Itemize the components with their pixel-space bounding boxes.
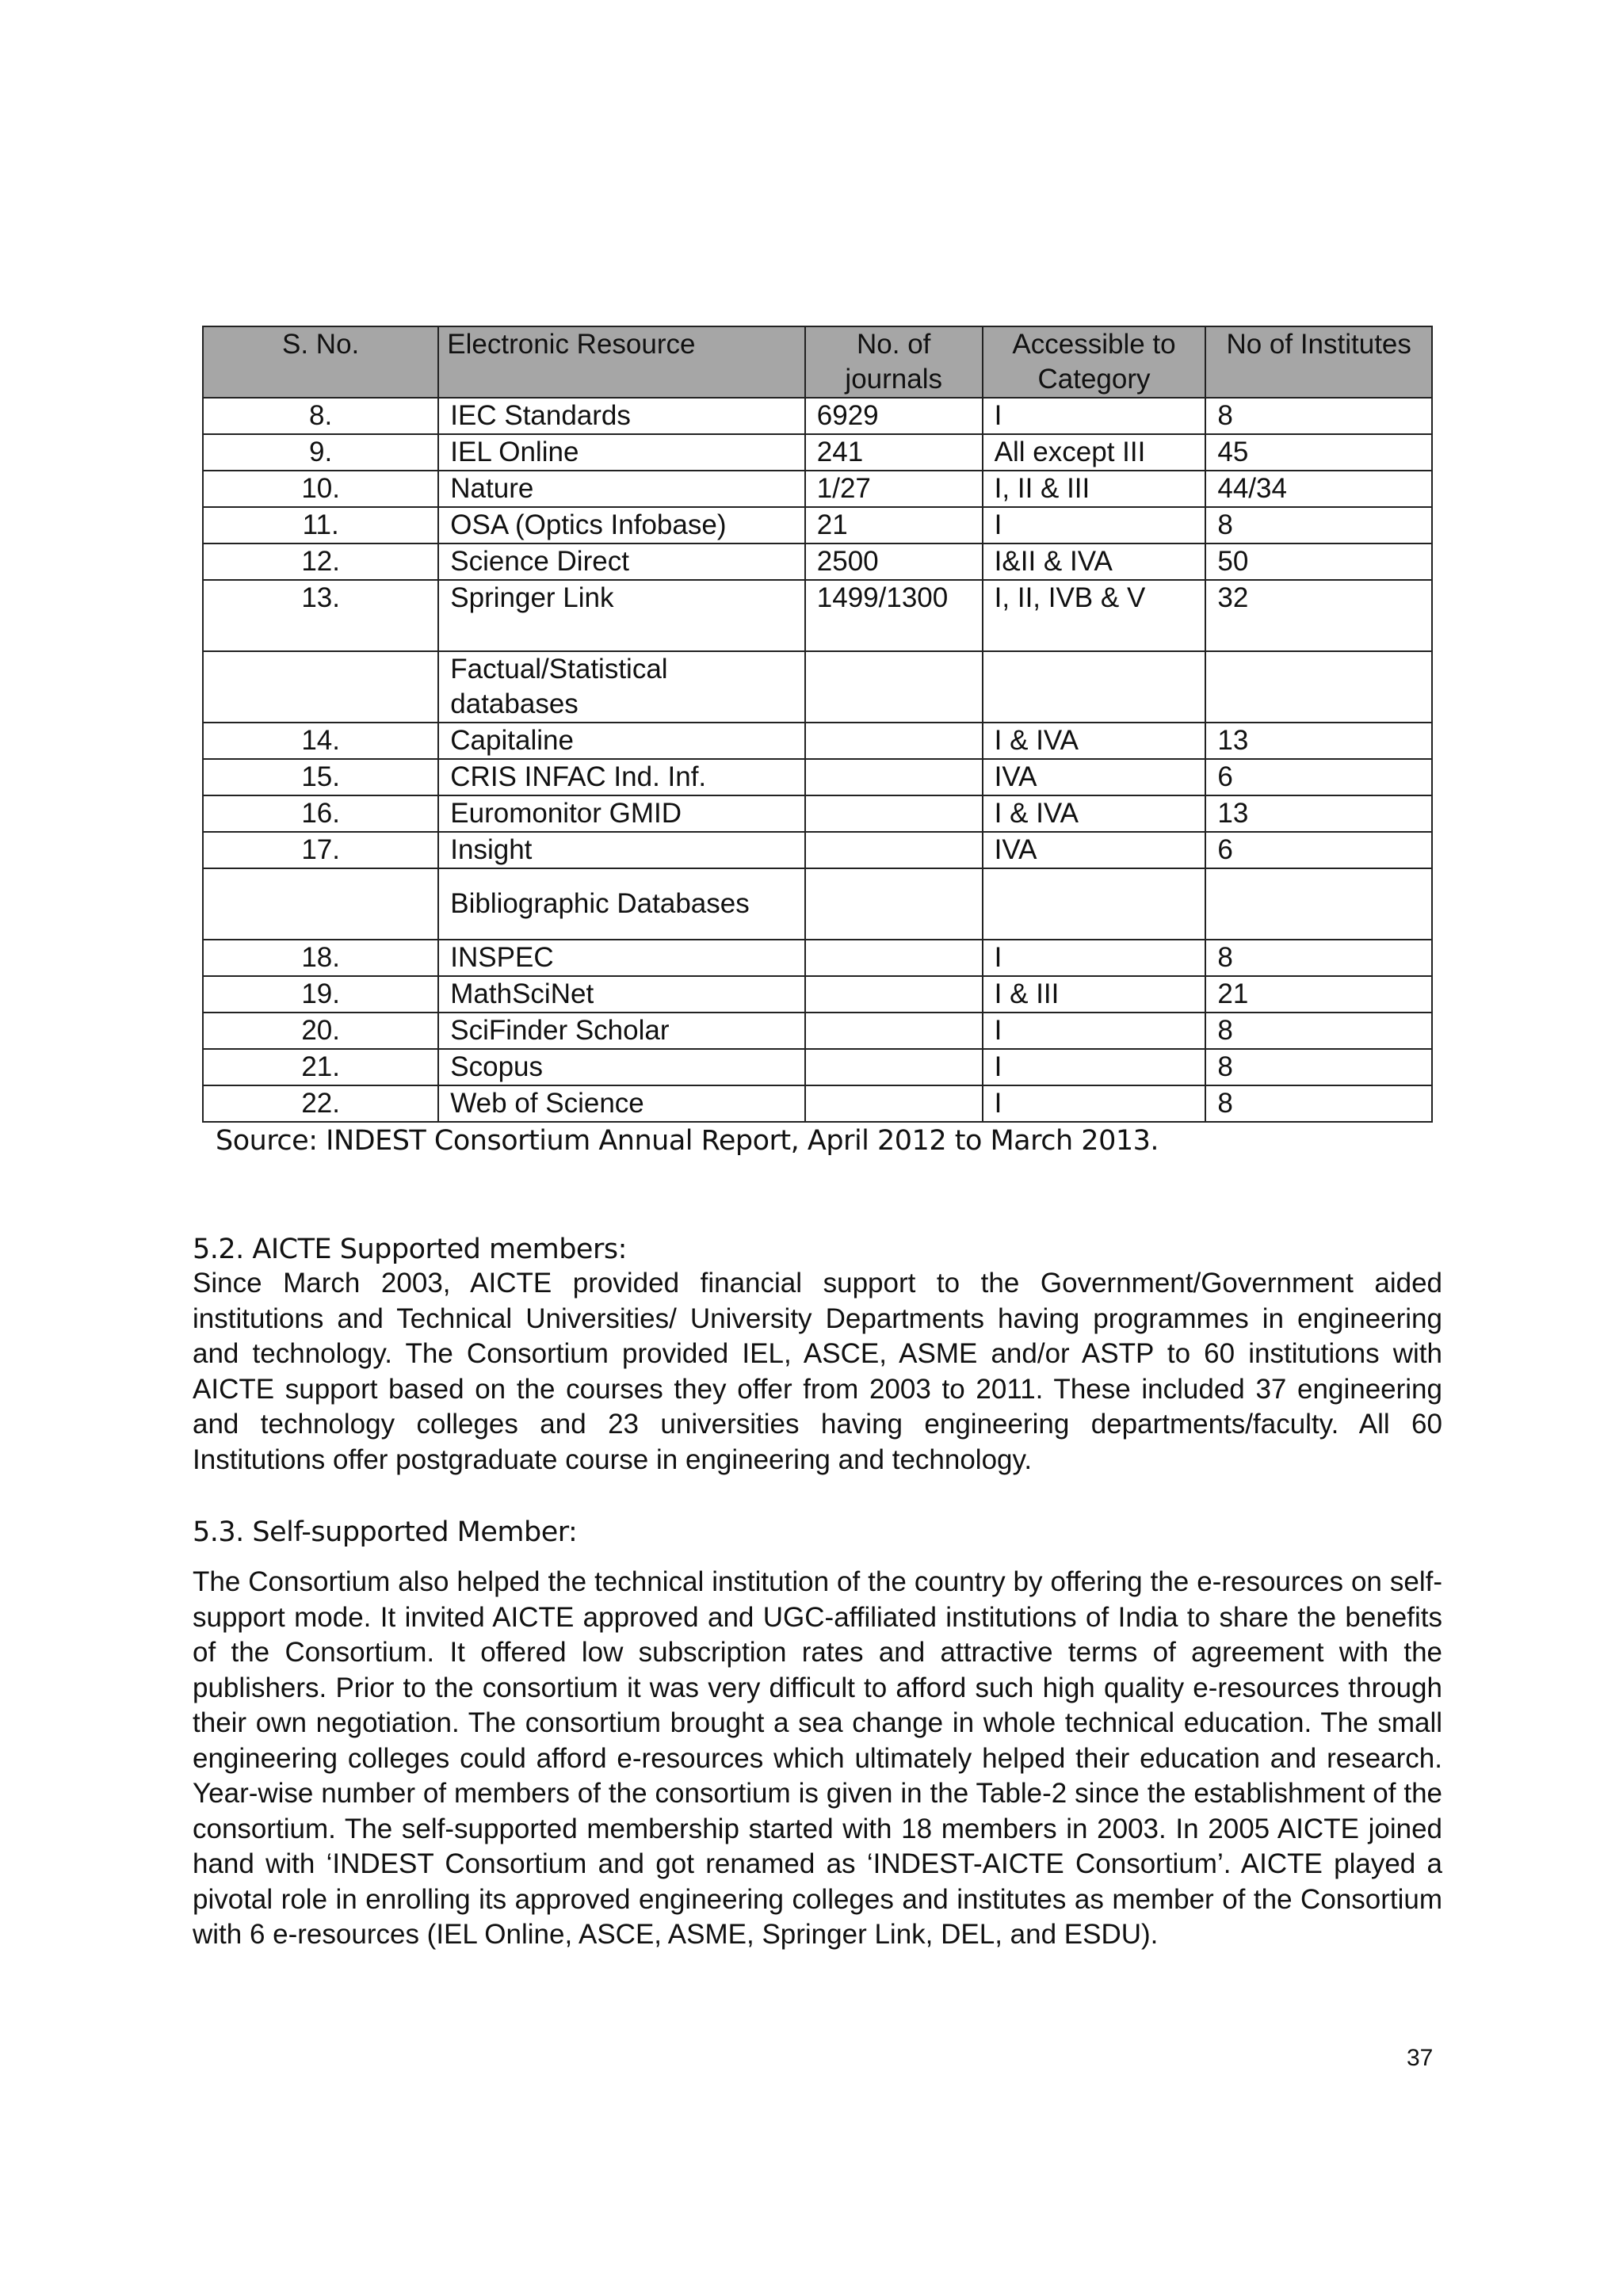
table-row	[203, 1013, 1432, 1049]
cell-category: I, II, IVB & V	[983, 580, 1206, 651]
table-row	[203, 1049, 1432, 1085]
cell-journals: 6929	[805, 398, 983, 434]
cell-journals: 2500	[805, 543, 983, 580]
empty-cell	[983, 868, 1206, 940]
resources-table	[202, 326, 1433, 1123]
cell-institutes: 6	[1205, 759, 1432, 795]
table-row	[203, 580, 1432, 651]
cell-sno: 14.	[203, 723, 438, 759]
cell-sno: 15.	[203, 759, 438, 795]
header-resource: Electronic Resource	[438, 326, 804, 398]
cell-category: I	[983, 1013, 1206, 1049]
cell-sno: 18.	[203, 940, 438, 976]
table-row	[203, 940, 1432, 976]
cell-resource: SciFinder Scholar	[438, 1013, 804, 1049]
table-row	[203, 471, 1432, 507]
cell-resource: Springer Link	[438, 580, 804, 651]
table-row	[203, 507, 1432, 543]
cell-institutes: 8	[1205, 1085, 1432, 1122]
cell-category: All except III	[983, 434, 1206, 471]
cell-sno: 8.	[203, 398, 438, 434]
cell-institutes: 8	[1205, 940, 1432, 976]
table-row	[203, 434, 1432, 471]
cell-category: I	[983, 398, 1206, 434]
cell-resource: Capitaline	[438, 723, 804, 759]
cell-sno: 11.	[203, 507, 438, 543]
cell-institutes: 6	[1205, 832, 1432, 868]
cell-category: IVA	[983, 832, 1206, 868]
table-row	[203, 723, 1432, 759]
cell-journals: 1499/1300	[805, 580, 983, 651]
cell-category: I	[983, 1049, 1206, 1085]
empty-cell	[203, 651, 438, 723]
cell-sno: 10.	[203, 471, 438, 507]
table-source-note: Source: INDEST Consortium Annual Report, April 2012 to March 2013.	[216, 1125, 1159, 1157]
cell-category: I & IVA	[983, 723, 1206, 759]
cell-resource: Nature	[438, 471, 804, 507]
section-52-paragraph: Since March 2003, AICTE provided financial support to the Government/Government aided institutions and Technical Universities/ University Departments having programmes in engineering and technology. The Consortium provided IEL, ASCE, ASME and/or ASTP to 60 institutions with AICTE support based on the courses they offer from 2003 to 2011. These included 37 engineering and technology colleges and 23 universities having engineering departments/faculty. All 60 Institutions offer postgraduate course in engineering and technology.	[193, 1268, 1442, 1475]
empty-cell	[805, 651, 983, 723]
table-row	[203, 543, 1432, 580]
cell-institutes: 8	[1205, 507, 1432, 543]
cell-resource: Scopus	[438, 1049, 804, 1085]
cell-sno: 19.	[203, 976, 438, 1013]
empty-cell	[805, 868, 983, 940]
cell-sno: 12.	[203, 543, 438, 580]
cell-category: I	[983, 507, 1206, 543]
cell-institutes: 8	[1205, 1013, 1432, 1049]
cell-sno: 22.	[203, 1085, 438, 1122]
cell-resource: MathSciNet	[438, 976, 804, 1013]
cell-journals	[805, 759, 983, 795]
cell-resource: IEC Standards	[438, 398, 804, 434]
cell-journals	[805, 976, 983, 1013]
cell-institutes: 44/34	[1205, 471, 1432, 507]
cell-institutes: 50	[1205, 543, 1432, 580]
cell-sno: 21.	[203, 1049, 438, 1085]
header-sno: S. No.	[203, 326, 438, 398]
cell-resource: OSA (Optics Infobase)	[438, 507, 804, 543]
cell-sno: 20.	[203, 1013, 438, 1049]
cell-institutes: 13	[1205, 795, 1432, 832]
cell-resource: Euromonitor GMID	[438, 795, 804, 832]
table-row	[203, 976, 1432, 1013]
table-row	[203, 1085, 1432, 1122]
table-section-row	[203, 868, 1432, 940]
section-52-heading: 5.2. AICTE Supported members:	[193, 1234, 627, 1265]
cell-institutes: 21	[1205, 976, 1432, 1013]
cell-resource: IEL Online	[438, 434, 804, 471]
empty-cell	[1205, 651, 1432, 723]
section-label: Bibliographic Databases	[438, 868, 804, 940]
cell-journals	[805, 795, 983, 832]
cell-category: I&II & IVA	[983, 543, 1206, 580]
cell-institutes: 45	[1205, 434, 1432, 471]
table-body	[203, 398, 1432, 1122]
cell-journals	[805, 1049, 983, 1085]
cell-institutes: 8	[1205, 1049, 1432, 1085]
empty-cell	[203, 868, 438, 940]
empty-cell	[983, 651, 1206, 723]
cell-resource: CRIS INFAC Ind. Inf.	[438, 759, 804, 795]
cell-institutes: 13	[1205, 723, 1432, 759]
cell-journals	[805, 1085, 983, 1122]
cell-category: I & IVA	[983, 795, 1206, 832]
cell-institutes: 8	[1205, 398, 1432, 434]
table-header-row	[203, 326, 1432, 398]
cell-institutes: 32	[1205, 580, 1432, 651]
cell-category: IVA	[983, 759, 1206, 795]
empty-cell	[1205, 868, 1432, 940]
cell-category: I, II & III	[983, 471, 1206, 507]
header-category: Accessible to Category	[983, 326, 1206, 398]
header-journals: No. of journals	[805, 326, 983, 398]
cell-sno: 16.	[203, 795, 438, 832]
table-row	[203, 832, 1432, 868]
table-row	[203, 795, 1432, 832]
page-number: 37	[1407, 2045, 1434, 2071]
cell-sno: 13.	[203, 580, 438, 651]
table-row	[203, 759, 1432, 795]
cell-journals	[805, 1013, 983, 1049]
cell-resource: Science Direct	[438, 543, 804, 580]
cell-journals	[805, 940, 983, 976]
cell-resource: Insight	[438, 832, 804, 868]
cell-resource: INSPEC	[438, 940, 804, 976]
table-row	[203, 398, 1432, 434]
cell-journals	[805, 832, 983, 868]
header-institutes: No of Institutes	[1205, 326, 1432, 398]
cell-journals: 21	[805, 507, 983, 543]
cell-journals: 1/27	[805, 471, 983, 507]
cell-sno: 17.	[203, 832, 438, 868]
cell-category: I & III	[983, 976, 1206, 1013]
table-section-row	[203, 651, 1432, 723]
cell-sno: 9.	[203, 434, 438, 471]
section-53-heading: 5.3. Self-supported Member:	[193, 1516, 578, 1548]
section-label: Factual/Statistical databases	[438, 651, 804, 723]
cell-category: I	[983, 940, 1206, 976]
cell-resource: Web of Science	[438, 1085, 804, 1122]
cell-category: I	[983, 1085, 1206, 1122]
cell-journals	[805, 723, 983, 759]
section-53-paragraph: The Consortium also helped the technical institution of the country by offering the e-resources on self-support mode. It invited AICTE approved and UGC-affiliated institutions of India to share the benefits of the Consortium. It offered low subscription rates and attractive terms of agreement with the publishers. Prior to the consortium it was very difficult to afford such high quality e-resources through their own negotiation. The consortium brought a sea change in whole technical education. The small engineering colleges could afford e-resources which ultimately helped their education and research. Year-wise number of members of the consortium is given in the Table-2 since the establishment of the consortium. The self-supported membership started with 18 members in 2003. In 2005 AICTE joined hand with ‘INDEST Consortium and got renamed as ‘INDEST-AICTE Consortium’. AICTE played a pivotal role in enrolling its approved engineering colleges and institutes as member of the Consortium with 6 e-resources (IEL Online, ASCE, ASME, Springer Link, DEL, and ESDU).	[193, 1566, 1442, 1950]
cell-journals: 241	[805, 434, 983, 471]
